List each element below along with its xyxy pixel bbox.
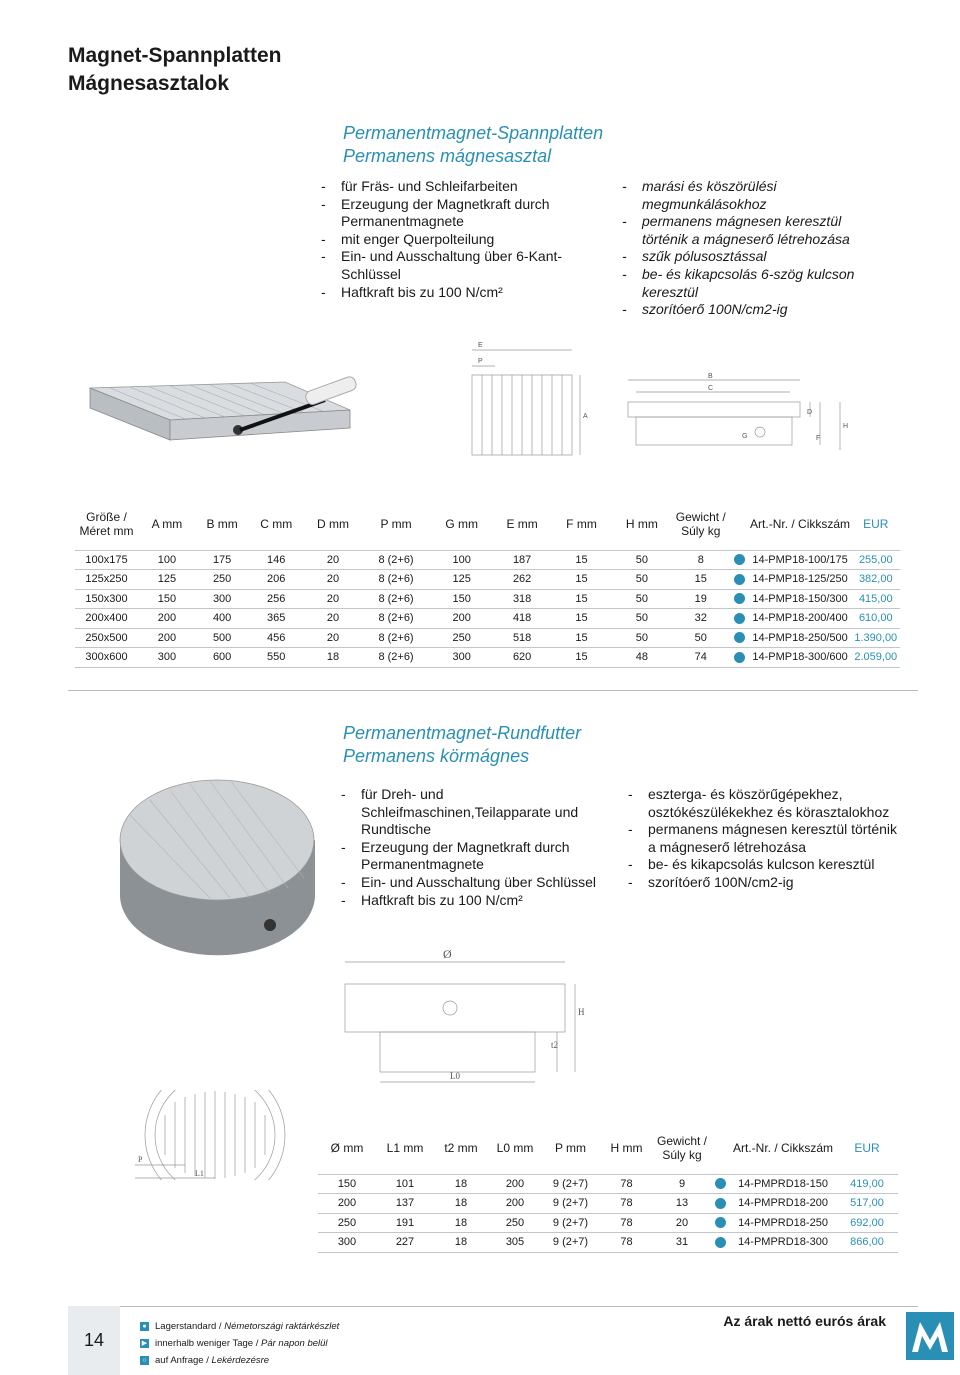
article-number: 14-PMP18-100/175	[749, 550, 852, 570]
cell: 100	[138, 550, 196, 570]
drawing-label-h: H	[843, 423, 849, 430]
cell: 300	[196, 589, 249, 609]
drawing-label-c: C	[708, 385, 714, 392]
cell: 365	[248, 609, 304, 629]
cell: 18	[434, 1213, 488, 1233]
col-header: F mm	[566, 516, 597, 531]
cell: 200	[138, 609, 196, 629]
col-header: Art.-Nr. / Cikkszám	[750, 516, 851, 531]
col-header: P mm	[380, 516, 412, 531]
round-chuck-side-drawing	[325, 940, 595, 1090]
price: 2.059,00	[852, 648, 900, 668]
table-row	[75, 648, 900, 668]
request-square-icon: ○	[140, 1356, 149, 1365]
cell: 78	[599, 1194, 654, 1214]
cell: 200x400	[75, 609, 138, 629]
price: 255,00	[852, 550, 900, 570]
bullet: - be- és kikapcsolás 6-szög kulcson keresztül	[622, 266, 877, 301]
cell: 300	[318, 1233, 376, 1253]
page-number: 14	[68, 1306, 120, 1375]
article-number: 14-PMP18-200/400	[749, 609, 852, 629]
col-header: L1 mm	[386, 1140, 424, 1155]
cell: 19	[672, 589, 730, 609]
stock-dot-icon	[734, 632, 745, 643]
table-row	[318, 1194, 898, 1214]
cell: 32	[672, 609, 730, 629]
legend-request-hu: Lekérdezésre	[211, 1355, 270, 1366]
drawing-label-l1: L1	[195, 1169, 204, 1178]
legend-request-de: auf Anfrage	[155, 1355, 204, 1366]
article-number: 14-PMPRD18-300	[730, 1233, 836, 1253]
stock-dot-icon	[734, 574, 745, 585]
col-header: H mm	[625, 516, 658, 531]
cell: 550	[248, 648, 304, 668]
drawing-label-l0: L0	[450, 1071, 460, 1081]
table-row	[318, 1174, 898, 1194]
col-header: Gewicht / Súly kg	[675, 509, 726, 538]
col-header: t2 mm	[444, 1140, 478, 1155]
col-header: EUR	[863, 516, 889, 531]
cell: 20	[304, 570, 362, 590]
bullet: - mit enger Querpolteilung	[321, 231, 591, 249]
round-chuck-photo	[110, 770, 325, 960]
drawing-label-g: G	[742, 433, 748, 440]
cell: 125	[138, 570, 196, 590]
section1-bullets-hu	[622, 178, 877, 319]
table-row	[318, 1213, 898, 1233]
drawing-label-b: B	[708, 373, 713, 380]
article-number: 14-PMP18-250/500	[749, 628, 852, 648]
drawing-label-h: H	[578, 1007, 585, 1017]
cell: 200	[138, 628, 196, 648]
col-header: A mm	[151, 516, 183, 531]
col-header: B mm	[206, 516, 238, 531]
stock-dot-icon	[734, 554, 745, 565]
drawing-label-d: D	[807, 409, 813, 416]
cell: 15	[551, 570, 612, 590]
cell: 300	[430, 648, 493, 668]
price: 610,00	[852, 609, 900, 629]
cell: 18	[434, 1174, 488, 1194]
cell: 15	[551, 550, 612, 570]
cell: 78	[599, 1233, 654, 1253]
bullet: - Erzeugung der Magnetkraft durch Permanentmagnete	[321, 196, 591, 231]
stock-square-icon: ●	[140, 1322, 149, 1331]
cell: 50	[612, 589, 672, 609]
cell: 20	[654, 1213, 710, 1233]
cell: 305	[488, 1233, 542, 1253]
drawing-label-p: P	[138, 1155, 143, 1164]
bullet: - szorítóerő 100N/cm2-ig	[628, 874, 898, 892]
article-number: 14-PMP18-125/250	[749, 570, 852, 590]
drawing-label-f: F	[816, 435, 821, 442]
section2-bullets-de	[341, 786, 609, 909]
cell: 518	[493, 628, 551, 648]
rect-chuck-photo	[80, 370, 370, 450]
page-title-hu: Mágnesasztalok	[68, 72, 230, 95]
cell: 187	[493, 550, 551, 570]
col-header: G mm	[445, 516, 479, 531]
cell: 8 (2+6)	[362, 550, 430, 570]
cell: 250	[196, 570, 249, 590]
cell: 175	[196, 550, 249, 570]
cell: 400	[196, 609, 249, 629]
cell: 418	[493, 609, 551, 629]
stock-cell	[730, 570, 749, 590]
stock-cell	[730, 628, 749, 648]
stock-cell	[710, 1233, 730, 1253]
cell: 50	[612, 550, 672, 570]
cell: 15	[551, 589, 612, 609]
article-number: 14-PMPRD18-150	[730, 1174, 836, 1194]
col-header: H mm	[610, 1140, 643, 1155]
cell: 150x300	[75, 589, 138, 609]
page-title	[68, 42, 282, 98]
bullet: - für Dreh- und Schleifmaschinen,Teilapparate und Rundtische	[341, 786, 609, 839]
brand-logo-icon	[906, 1312, 954, 1360]
section2-title-de: Permanentmagnet-Rundfutter	[343, 723, 582, 743]
col-header: E mm	[506, 516, 538, 531]
drawing-label-diameter: Ø	[443, 947, 452, 961]
cell: 137	[376, 1194, 434, 1214]
price: 415,00	[852, 589, 900, 609]
stock-dot-icon	[734, 613, 745, 624]
bullet: - Haftkraft bis zu 100 N/cm²	[321, 284, 591, 302]
drawing-label-t2: t2	[551, 1040, 559, 1050]
cell: 50	[612, 628, 672, 648]
col-header: Gewicht / Súly kg	[656, 1133, 707, 1162]
table-row	[75, 589, 900, 609]
col-header: Größe / Méret mm	[79, 509, 134, 538]
cell: 9 (2+7)	[542, 1233, 599, 1253]
round-chuck-table	[318, 1122, 898, 1253]
price: 866,00	[836, 1233, 898, 1253]
cell: 206	[248, 570, 304, 590]
cell: 20	[304, 589, 362, 609]
cell: 250x500	[75, 628, 138, 648]
section1-title-de: Permanentmagnet-Spannplatten	[343, 123, 604, 143]
bullet: - permanens mágnesen keresztül történik a mágneserő létrehozása	[628, 821, 898, 856]
bullet: - Ein- und Ausschaltung über 6-Kant-Schlüssel	[321, 248, 591, 283]
article-number: 14-PMPRD18-200	[730, 1194, 836, 1214]
cell: 18	[434, 1194, 488, 1214]
cell: 31	[654, 1233, 710, 1253]
col-header: Ø mm	[330, 1140, 364, 1155]
cell: 50	[612, 570, 672, 590]
drawing-label-a: A	[583, 413, 588, 420]
rect-chuck-drawing	[450, 340, 860, 460]
bullet: - marási és köszörülési megmunkálásokhoz	[622, 178, 877, 213]
stock-dot-icon	[715, 1237, 726, 1248]
stock-cell	[730, 550, 749, 570]
cell: 250	[430, 628, 493, 648]
cell: 227	[376, 1233, 434, 1253]
stock-dot-icon	[734, 652, 745, 663]
cell: 15	[551, 609, 612, 629]
cell: 150	[318, 1174, 376, 1194]
section-divider	[68, 690, 918, 691]
cell: 456	[248, 628, 304, 648]
section2-bullets-hu	[628, 786, 898, 892]
cell: 9 (2+7)	[542, 1213, 599, 1233]
price: 382,00	[852, 570, 900, 590]
cell: 48	[612, 648, 672, 668]
section1-title-hu: Permanens mágnesasztal	[343, 146, 552, 166]
bullet: - Erzeugung der Magnetkraft durch Permanentmagnete	[341, 839, 609, 874]
cell: 20	[304, 628, 362, 648]
cell: 100x175	[75, 550, 138, 570]
bullet: - be- és kikapcsolás kulcson keresztül	[628, 856, 898, 874]
legend-item: ○ auf Anfrage / Lekérdezésre	[140, 1352, 339, 1369]
cell: 15	[551, 628, 612, 648]
cell: 620	[493, 648, 551, 668]
legend-stock-hu: Németországi raktárkészlet	[224, 1321, 340, 1332]
stock-cell	[710, 1213, 730, 1233]
table-row	[75, 628, 900, 648]
cell: 200	[318, 1194, 376, 1214]
cell: 20	[304, 609, 362, 629]
cell: 100	[430, 550, 493, 570]
col-header: L0 mm	[496, 1140, 534, 1155]
cell: 250	[488, 1213, 542, 1233]
cell: 262	[493, 570, 551, 590]
col-header	[730, 498, 749, 550]
col-header: P mm	[554, 1140, 587, 1155]
table-row	[75, 550, 900, 570]
bullet: - Ein- und Ausschaltung über Schlüssel	[341, 874, 609, 892]
price: 1.390,00	[852, 628, 900, 648]
col-header: C mm	[260, 516, 293, 531]
cell: 150	[138, 589, 196, 609]
bullet: - szűk pólusosztással	[622, 248, 877, 266]
cell: 318	[493, 589, 551, 609]
cell: 600	[196, 648, 249, 668]
cell: 9 (2+7)	[542, 1194, 599, 1214]
cell: 146	[248, 550, 304, 570]
cell: 101	[376, 1174, 434, 1194]
bullet: - permanens mágnesen keresztül történik a mágneserő létrehozása	[622, 213, 877, 248]
cell: 78	[599, 1213, 654, 1233]
table-row	[75, 570, 900, 590]
cell: 50	[612, 609, 672, 629]
stock-cell	[730, 589, 749, 609]
cell: 50	[672, 628, 730, 648]
bullet: - Haftkraft bis zu 100 N/cm²	[341, 892, 609, 910]
cell: 8 (2+6)	[362, 609, 430, 629]
cell: 200	[488, 1174, 542, 1194]
cell: 13	[654, 1194, 710, 1214]
cell: 18	[434, 1233, 488, 1253]
price: 517,00	[836, 1194, 898, 1214]
legend-days-de: innerhalb weniger Tage	[155, 1338, 254, 1349]
cell: 250	[318, 1213, 376, 1233]
cell: 9	[654, 1174, 710, 1194]
cell: 8 (2+6)	[362, 570, 430, 590]
cell: 18	[304, 648, 362, 668]
section1-title	[343, 122, 603, 168]
article-number: 14-PMP18-300/600	[749, 648, 852, 668]
cell: 191	[376, 1213, 434, 1233]
days-square-icon: ▶	[141, 1340, 148, 1347]
round-chuck-top-drawing	[130, 1090, 300, 1180]
stock-dot-icon	[715, 1198, 726, 1209]
drawing-label-e: E	[478, 342, 483, 349]
price-note: Az árak nettó eurós árak	[723, 1313, 886, 1329]
table-row	[75, 609, 900, 629]
cell: 9 (2+7)	[542, 1174, 599, 1194]
stock-cell	[730, 609, 749, 629]
stock-cell	[710, 1194, 730, 1214]
section2-title	[343, 722, 581, 768]
cell: 125	[430, 570, 493, 590]
section2-title-hu: Permanens körmágnes	[343, 746, 530, 766]
cell: 300x600	[75, 648, 138, 668]
drawing-label-p: P	[478, 358, 483, 365]
stock-dot-icon	[715, 1178, 726, 1189]
stock-dot-icon	[715, 1217, 726, 1228]
col-header: D mm	[316, 516, 349, 531]
legend-item: ▶ innerhalb weniger Tage / Pár napon belül	[140, 1335, 339, 1352]
cell: 500	[196, 628, 249, 648]
legend-days-hu: Pár napon belül	[260, 1338, 328, 1349]
col-header: EUR	[854, 1140, 880, 1155]
cell: 8 (2+6)	[362, 589, 430, 609]
cell: 200	[488, 1194, 542, 1214]
article-number: 14-PMP18-150/300	[749, 589, 852, 609]
price: 419,00	[836, 1174, 898, 1194]
legend-stock-de: Lagerstandard	[155, 1321, 217, 1332]
cell: 8 (2+6)	[362, 648, 430, 668]
cell: 8	[672, 550, 730, 570]
stock-cell	[710, 1174, 730, 1194]
cell: 15	[672, 570, 730, 590]
rect-chuck-table	[75, 498, 900, 668]
cell: 74	[672, 648, 730, 668]
stock-legend	[140, 1318, 339, 1369]
page-title-de: Magnet-Spannplatten	[68, 44, 282, 67]
table-row	[318, 1233, 898, 1253]
cell: 150	[430, 589, 493, 609]
article-number: 14-PMPRD18-250	[730, 1213, 836, 1233]
bullet: - für Fräs- und Schleifarbeiten	[321, 178, 591, 196]
cell: 300	[138, 648, 196, 668]
cell: 200	[430, 609, 493, 629]
section1-bullets-de	[321, 178, 591, 301]
stock-dot-icon	[734, 593, 745, 604]
cell: 8 (2+6)	[362, 628, 430, 648]
col-header	[710, 1122, 730, 1174]
bullet: - szorítóerő 100N/cm2-ig	[622, 301, 877, 319]
stock-cell	[730, 648, 749, 668]
cell: 256	[248, 589, 304, 609]
cell: 125x250	[75, 570, 138, 590]
cell: 15	[551, 648, 612, 668]
bullet: - eszterga- és köszörűgépekhez, osztókészülékekhez és körasztalokhoz	[628, 786, 898, 821]
footer-divider	[68, 1306, 918, 1307]
cell: 20	[304, 550, 362, 570]
legend-item: ● Lagerstandard / Németországi raktárkészlet	[140, 1318, 339, 1335]
col-header: Art.-Nr. / Cikkszám	[732, 1140, 833, 1155]
cell: 78	[599, 1174, 654, 1194]
price: 692,00	[836, 1213, 898, 1233]
